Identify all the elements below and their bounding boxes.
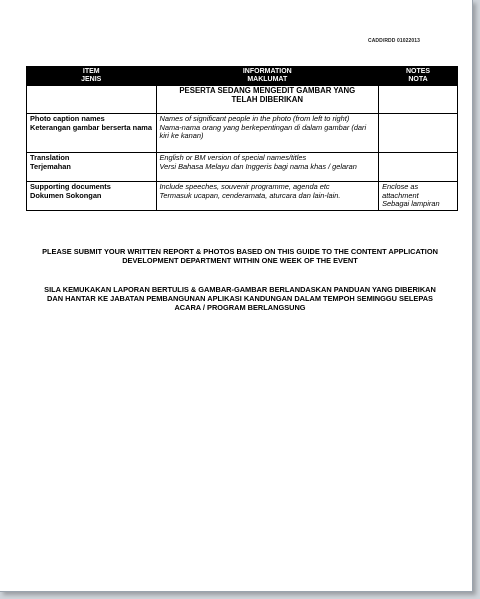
submission-instruction-english: PLEASE SUBMIT YOUR WRITTEN REPORT & PHOTOS BASED ON THIS GUIDE TO THE CONTENT APPLICATION DEVELOPMENT DEPARTMENT WITHIN ONE WEEK OF THE EVENT <box>42 247 438 265</box>
info-cell-supporting-documents <box>156 182 379 211</box>
item-bm: Dokumen Sokongan <box>30 190 102 200</box>
table-row <box>27 153 458 182</box>
header-notes-en: NOTES <box>405 68 431 75</box>
notes-bm: Sebagai lampiran <box>382 199 440 209</box>
notes-cell-translation <box>379 153 458 182</box>
table-title-row <box>27 86 458 114</box>
title-line-2: TELAH DIBERIKAN <box>231 94 304 104</box>
info-bm: Termasuk ucapan, cenderamata, aturcara dan lain-lain. <box>159 190 341 200</box>
title-row-info-cell <box>156 86 379 114</box>
notes-en: Enclose as attachment <box>382 182 419 200</box>
title-row-item-cell <box>27 86 157 114</box>
item-bm: Keterangan gambar berserta nama <box>30 122 152 132</box>
notes-cell-supporting-documents <box>379 182 458 211</box>
item-en: Supporting documents <box>30 182 111 191</box>
document-code: CADD/RDD 01022013 <box>367 38 420 44</box>
info-bm: Nama-nama orang yang berkepentingan di dalam gambar (dari kiri ke kanan) <box>159 122 367 141</box>
item-bm: Terjemahan <box>30 161 71 171</box>
submission-instruction-malay: SILA KEMUKAKAN LAPORAN BERTULIS & GAMBAR-GAMBAR BERLANDASKAN PANDUAN YANG DIBERIKAN DAN HANTAR KE JABATAN PEMBANGUNAN APLIKASI KANDUNGAN DALAM TEMPOH SEMINGGU SELEPAS ACARA / PROGRAM BERLANGSUNG <box>44 285 436 312</box>
notes-cell-photo-caption <box>379 114 458 153</box>
header-notes-bm: NOTA <box>408 76 428 83</box>
header-item <box>27 67 157 86</box>
item-cell-translation <box>27 153 157 182</box>
info-en: English or BM version of special names/titles <box>159 153 307 162</box>
item-cell-supporting-documents <box>27 182 157 211</box>
title-row-notes-cell <box>379 86 458 114</box>
info-bm: Versi Bahasa Melayu dan Inggeris bagi nama khas / gelaran <box>159 161 357 171</box>
header-information-bm: MAKLUMAT <box>247 76 288 83</box>
info-cell-photo-caption <box>156 114 379 153</box>
title-line-1: PESERTA SEDANG MENGEDIT GAMBAR YANG <box>179 86 356 95</box>
header-item-en: ITEM <box>82 68 100 75</box>
report-guide-table <box>26 66 458 211</box>
header-notes <box>379 67 458 86</box>
table-header-row <box>27 67 458 86</box>
item-en: Photo caption names <box>30 114 105 123</box>
info-cell-translation <box>156 153 379 182</box>
info-en: Include speeches, souvenir programme, agenda etc <box>159 182 330 191</box>
header-item-bm: JENIS <box>81 76 102 83</box>
header-information-en: INFORMATION <box>242 68 292 75</box>
item-cell-photo-caption <box>27 114 157 153</box>
item-en: Translation <box>30 153 70 162</box>
table-row <box>27 114 458 153</box>
table-row <box>27 182 458 211</box>
header-information <box>156 67 379 86</box>
info-en: Names of significant people in the photo (from left to right) <box>159 114 350 123</box>
